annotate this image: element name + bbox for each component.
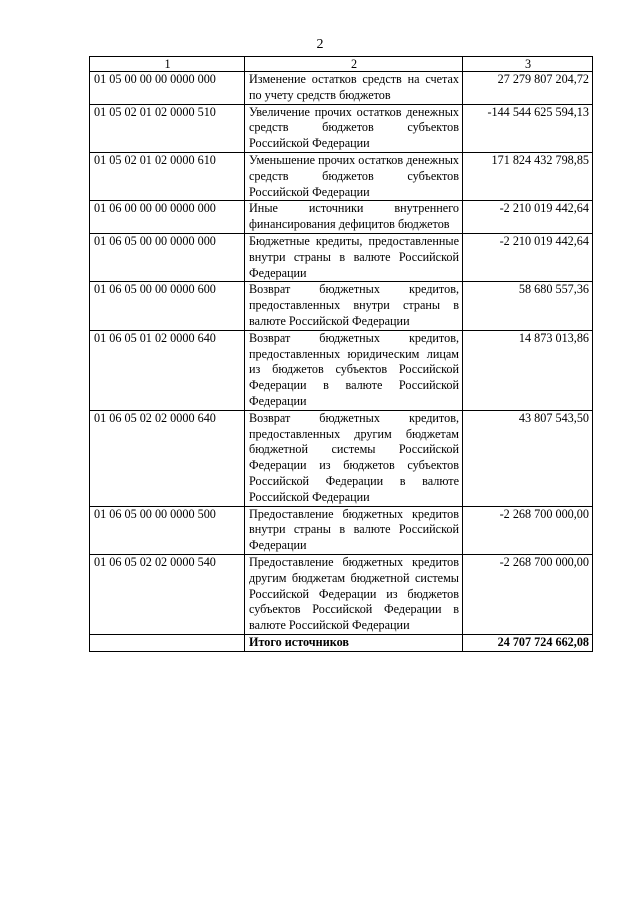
description-cell: Изменение остатков средств на счетах по учету средств бюджетов — [245, 72, 463, 105]
description-cell: Уменьшение прочих остатков денежных средств бюджетов субъектов Российской Федерации — [245, 152, 463, 200]
column-header-3: 3 — [463, 57, 593, 72]
amount-cell: -144 544 625 594,13 — [463, 104, 593, 152]
budget-code-cell: 01 06 05 02 02 0000 540 — [90, 554, 245, 634]
budget-code-cell: 01 06 00 00 00 0000 000 — [90, 201, 245, 234]
total-row — [90, 634, 593, 651]
description-cell: Возврат бюджетных кредитов, предоставленных юридическим лицам из бюджетов субъектов Российской Федерации в валюте Российской Федерации — [245, 330, 463, 410]
budget-code-cell: 01 05 02 01 02 0000 510 — [90, 104, 245, 152]
table-row — [90, 554, 593, 634]
budget-code-cell: 01 06 05 01 02 0000 640 — [90, 330, 245, 410]
amount-cell: 14 873 013,86 — [463, 330, 593, 410]
column-header-1: 1 — [90, 57, 245, 72]
amount-cell: -2 268 700 000,00 — [463, 506, 593, 554]
description-cell: Бюджетные кредиты, предоставленные внутри страны в валюте Российской Федерации — [245, 233, 463, 281]
budget-code-cell: 01 06 05 00 00 0000 500 — [90, 506, 245, 554]
description-cell: Иные источники внутреннего финансирования дефицитов бюджетов — [245, 201, 463, 234]
amount-cell: -2 268 700 000,00 — [463, 554, 593, 634]
amount-cell: 27 279 807 204,72 — [463, 72, 593, 105]
description-cell: Увеличение прочих остатков денежных средств бюджетов субъектов Российской Федерации — [245, 104, 463, 152]
total-amount: 24 707 724 662,08 — [463, 634, 593, 651]
empty-cell — [90, 634, 245, 651]
budget-code-cell: 01 05 02 01 02 0000 610 — [90, 152, 245, 200]
table-row — [90, 72, 593, 105]
table-row — [90, 104, 593, 152]
table-row — [90, 152, 593, 200]
amount-cell: 43 807 543,50 — [463, 410, 593, 506]
table-row — [90, 330, 593, 410]
description-cell: Возврат бюджетных кредитов, предоставленных другим бюджетам бюджетной системы Российской Федерации из бюджетов субъектов Российской Федерации в валюте Российской Федерации — [245, 410, 463, 506]
table-row — [90, 506, 593, 554]
description-cell: Предоставление бюджетных кредитов внутри страны в валюте Российской Федерации — [245, 506, 463, 554]
description-cell: Предоставление бюджетных кредитов другим бюджетам бюджетной системы Российской Федерации из бюджетов субъектов Российской Федерации в валюте Российской Федерации — [245, 554, 463, 634]
budget-code-cell: 01 05 00 00 00 0000 000 — [90, 72, 245, 105]
column-number-row — [90, 57, 593, 72]
amount-cell: 58 680 557,36 — [463, 282, 593, 330]
column-header-2: 2 — [245, 57, 463, 72]
amount-cell: 171 824 432 798,85 — [463, 152, 593, 200]
budget-code-cell: 01 06 05 00 00 0000 000 — [90, 233, 245, 281]
budget-code-cell: 01 06 05 00 00 0000 600 — [90, 282, 245, 330]
table-row — [90, 410, 593, 506]
table-row — [90, 201, 593, 234]
table-row — [90, 282, 593, 330]
description-cell: Возврат бюджетных кредитов, предоставленных внутри страны в валюте Российской Федерации — [245, 282, 463, 330]
total-label: Итого источников — [245, 634, 463, 651]
page-number: 2 — [316, 37, 324, 52]
table-row — [90, 233, 593, 281]
budget-code-cell: 01 06 05 02 02 0000 640 — [90, 410, 245, 506]
amount-cell: -2 210 019 442,64 — [463, 233, 593, 281]
sources-table — [89, 56, 593, 652]
amount-cell: -2 210 019 442,64 — [463, 201, 593, 234]
